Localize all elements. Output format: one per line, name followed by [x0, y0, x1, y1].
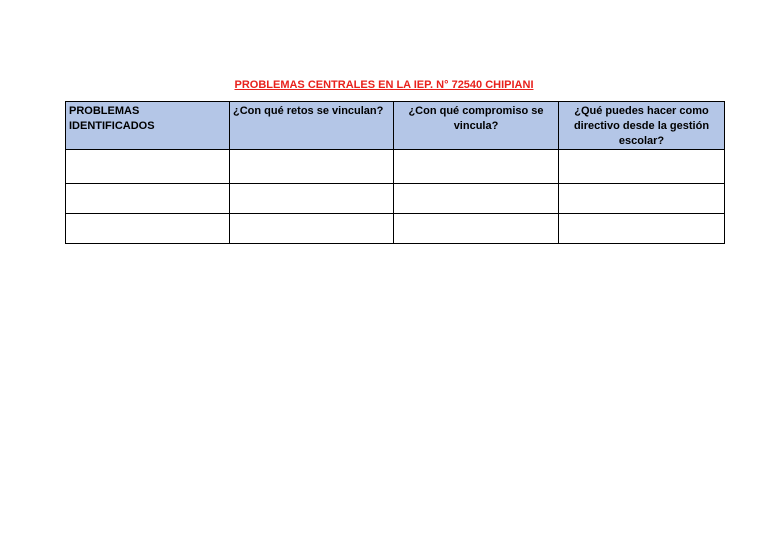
table-row — [66, 214, 725, 244]
table-cell[interactable] — [230, 184, 394, 214]
table-row — [66, 184, 725, 214]
table-cell[interactable] — [394, 214, 559, 244]
header-retos: ¿Con qué retos se vinculan? — [230, 102, 394, 150]
header-compromiso: ¿Con qué compromiso se vincula? — [394, 102, 559, 150]
table-cell[interactable] — [230, 150, 394, 184]
problems-table — [65, 101, 725, 244]
document-title: PROBLEMAS CENTRALES EN LA IEP. N° 72540 CHIPIANI — [234, 79, 534, 91]
table-cell[interactable] — [394, 150, 559, 184]
header-gestion-escolar: ¿Qué puedes hacer como directivo desde la gestión escolar? — [559, 102, 725, 150]
table-header-row — [66, 102, 725, 150]
table-cell[interactable] — [230, 214, 394, 244]
table-cell[interactable] — [66, 184, 230, 214]
table-cell[interactable] — [66, 214, 230, 244]
table-cell[interactable] — [66, 150, 230, 184]
table-cell[interactable] — [394, 184, 559, 214]
table-cell[interactable] — [559, 214, 725, 244]
table-cell[interactable] — [559, 150, 725, 184]
table-cell[interactable] — [559, 184, 725, 214]
table-row — [66, 150, 725, 184]
header-problemas-identificados: PROBLEMAS IDENTIFICADOS — [66, 102, 230, 150]
